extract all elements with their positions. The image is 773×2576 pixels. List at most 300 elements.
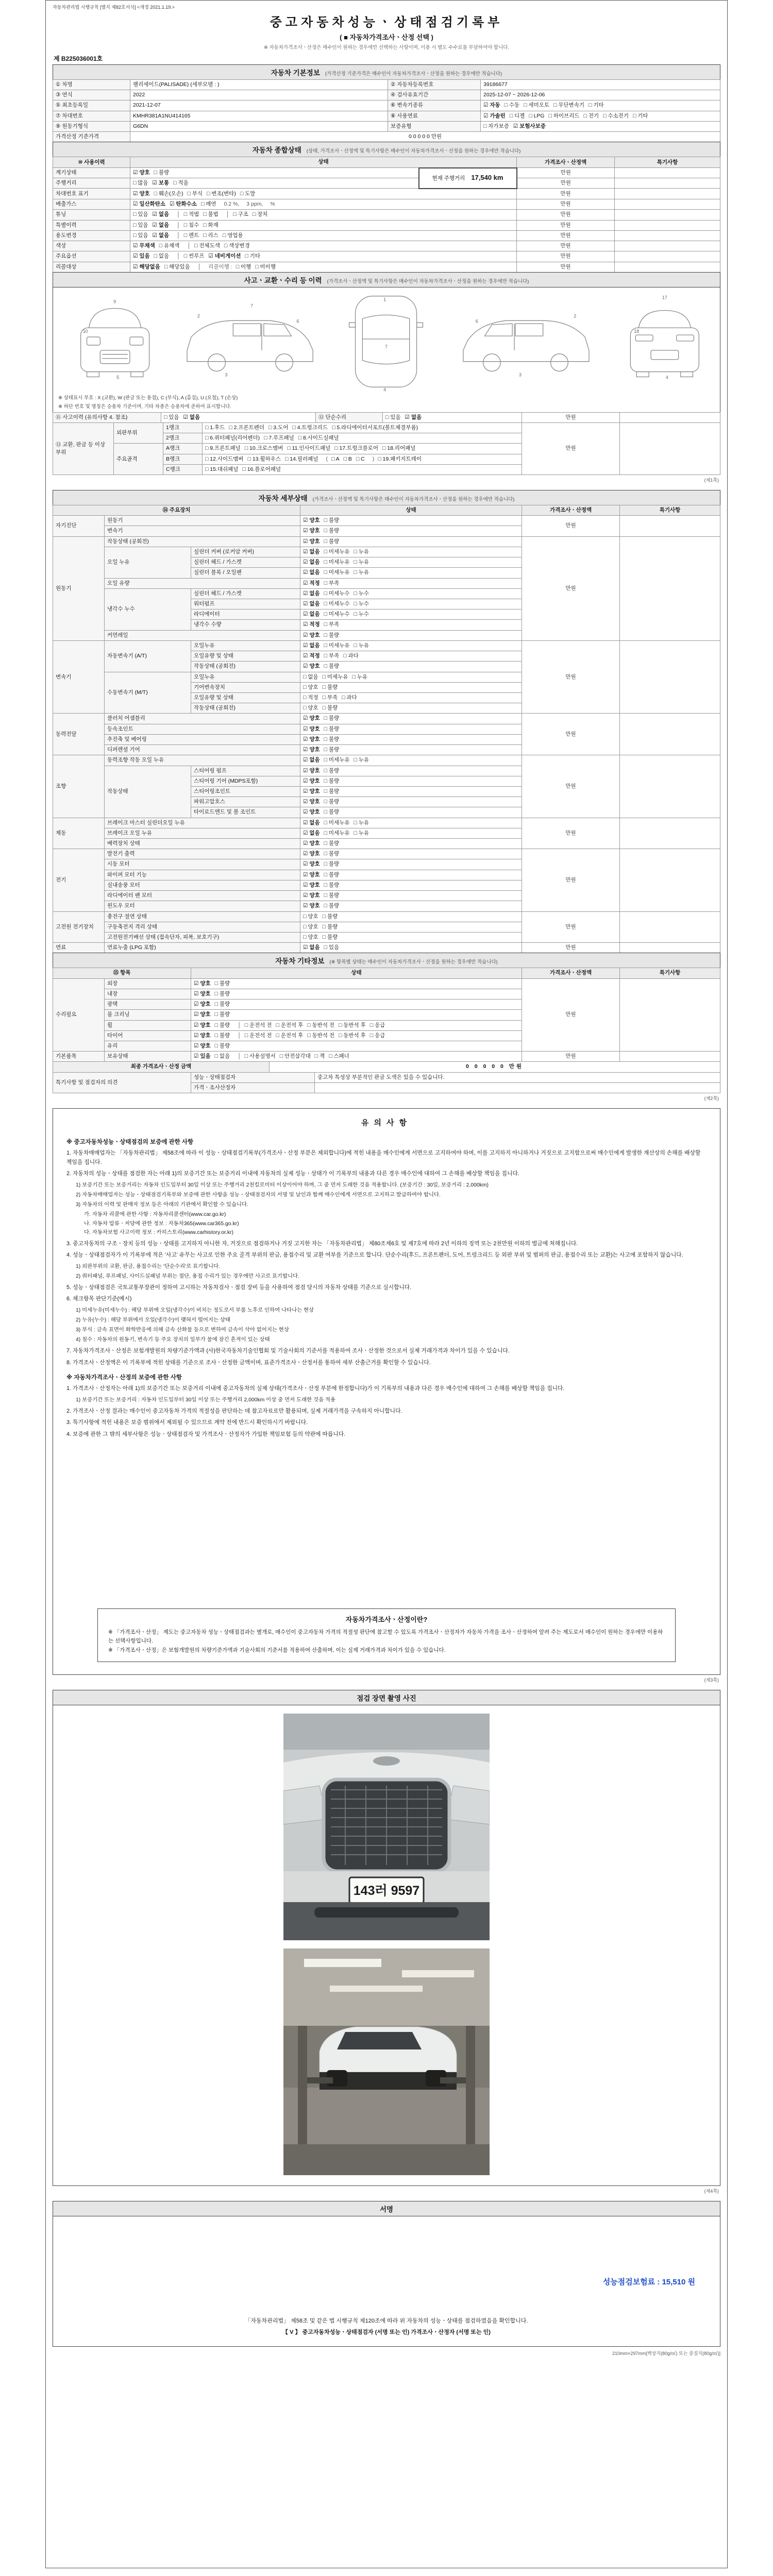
cell	[105, 933, 300, 943]
unchecked-option: □ 불량	[154, 170, 170, 176]
cell	[300, 557, 522, 568]
checked-option: ☑ 없음	[152, 211, 170, 218]
cell-text: 내장	[107, 990, 118, 997]
unchecked-option: □ 변조(변타)	[207, 190, 236, 197]
cell	[105, 714, 300, 724]
unchecked-option: □ 적법	[183, 211, 199, 218]
cell-text: 등속조인트	[107, 725, 133, 732]
svg-text:3: 3	[225, 372, 228, 378]
cell	[522, 640, 620, 714]
block-photos	[53, 1690, 720, 2186]
cell-text: 만원	[565, 731, 576, 737]
checked-option: ☑ 양호	[303, 840, 320, 847]
cell	[105, 839, 300, 849]
notice-line: 2. 자동차의 성능ㆍ상태를 점검한 자는 아래 1)의 보증기간 또는 보증거리 이내에 자동차의 실제 성능ㆍ상태가 이 기록부의 내용과 다른 경우 매수인에 대하여 그 손해를 배상할 책임을 집니다.	[66, 1171, 519, 1177]
cell	[130, 210, 517, 220]
unchecked-option: □ 2.프론트펜더	[229, 424, 265, 431]
cell-text: 성능ㆍ상태점검자	[194, 1074, 236, 1080]
section-note: (※ 항목별 상태는 매수인이 자동차가격조사ㆍ산정을 원하는 경우에만 적습니다)	[329, 959, 498, 965]
cell-text: 발전기 출력	[107, 851, 135, 857]
price-survey-explainer-lines	[108, 1628, 665, 1656]
unchecked-option: □ 누유	[354, 829, 369, 836]
unchecked-option: □ 양호	[303, 684, 318, 690]
unchecked-option: □ 기타	[589, 102, 604, 109]
cell	[53, 111, 130, 121]
cell	[522, 978, 620, 1052]
checked-option: ☑ 양호	[303, 892, 320, 899]
cell	[300, 578, 522, 588]
cell	[388, 121, 481, 131]
cell	[620, 536, 720, 640]
cell	[315, 1082, 720, 1093]
checked-option: ☑ 없음	[303, 569, 320, 576]
cell-text: 변속기	[107, 528, 123, 534]
section-title: 자동차 기타정보	[275, 957, 325, 965]
cell-text: 변속기	[56, 673, 72, 680]
cell-text: 만원	[560, 180, 571, 187]
diagram-legend-1: ※ 상태표시 부호 : X (교환), W (판금 또는 용접), C (부식), A (흠집), U (요철), T (손상)	[58, 395, 238, 401]
cell-text: 오일 누유	[107, 559, 130, 566]
certification-statement: 「자동차관리법」 제58조 및 같은 법 시행규칙 제120조에 따라 위 자동차의 성능ㆍ상태를 점검하였음을 확인합니다.	[245, 2318, 528, 2325]
cell	[105, 818, 300, 828]
unchecked-option: □ 불량	[324, 767, 340, 774]
cell-text: 실린더 헤드 / 가스켓	[194, 590, 242, 597]
cell	[105, 978, 191, 989]
svg-text:7: 7	[385, 344, 388, 349]
cell	[522, 505, 620, 516]
cell-text: 추진축 및 베어링	[107, 736, 147, 742]
cell	[300, 620, 522, 630]
cell-text: 특별이력	[56, 222, 77, 228]
cell-text: 튜닝	[56, 211, 66, 218]
cell-value: 17,540 km	[471, 174, 503, 182]
cell-text: 원동기	[56, 585, 72, 591]
cell	[53, 536, 105, 640]
checked-option: ☑ 양호	[194, 1032, 211, 1039]
block-notices	[53, 1108, 720, 1675]
cell-text: 주요옵션	[56, 253, 77, 260]
cell	[300, 724, 522, 734]
checked-option: ☑ 네비게이션	[208, 253, 241, 260]
cell	[615, 189, 720, 199]
unchecked-option: □ 불량	[214, 1032, 230, 1039]
cell-text: 외판부위	[116, 430, 138, 436]
cell	[53, 241, 130, 251]
checked-option: ☑ 일산화탄소	[133, 201, 166, 208]
unchecked-option: □ 10.크로스멤버	[244, 445, 283, 452]
cell	[105, 891, 300, 901]
table-row	[53, 189, 720, 199]
cell-text: 2021-12-07	[133, 102, 161, 109]
cell	[300, 568, 522, 578]
svg-text:10: 10	[82, 328, 88, 334]
cell	[53, 755, 105, 818]
cell	[105, 1041, 191, 1051]
cell	[620, 818, 720, 849]
unchecked-option: □ 누유	[354, 548, 369, 555]
cell	[191, 568, 300, 578]
cell	[615, 168, 720, 178]
cell	[130, 178, 419, 189]
block-basic-info	[53, 64, 720, 475]
checked-option: ☑ 탄화수소	[170, 201, 197, 208]
unchecked-option: □ 불량	[324, 851, 340, 857]
unchecked-option: □ 화재	[203, 222, 219, 228]
table-row	[53, 262, 720, 272]
cell	[517, 220, 615, 230]
cell	[300, 807, 522, 818]
checked-option: ☑ 없음	[303, 611, 320, 618]
unchecked-option: □ 불량	[324, 538, 340, 545]
cell	[191, 1010, 522, 1020]
cell	[481, 90, 720, 100]
cell-text: 특기사항	[657, 159, 678, 165]
unchecked-option: □ 해당있음	[164, 263, 190, 270]
unchecked-option: □ 미세누유	[324, 757, 350, 764]
cell	[130, 111, 388, 121]
overall-condition-table	[53, 157, 720, 272]
separator-text: │	[187, 243, 191, 249]
notices-body	[53, 1108, 720, 1675]
unchecked-option: □ 불량	[324, 777, 340, 784]
unchecked-option: □ 있음	[324, 944, 340, 951]
cell-text: 와이퍼 모터 기능	[107, 871, 147, 878]
cell	[300, 588, 522, 599]
cell-text: 휠	[107, 1022, 113, 1028]
cell	[105, 536, 300, 547]
checked-option: ☑ 적정	[303, 621, 320, 628]
checked-option: ☑ 없음	[303, 559, 320, 566]
cell	[522, 943, 620, 953]
unchecked-option: □ 전체도색	[194, 243, 220, 249]
cell-text: 라디에이터 팬 모터	[107, 892, 152, 899]
page-marker: (제1쪽)	[704, 478, 719, 483]
signature-area	[53, 2216, 720, 2347]
cell-text: 브레이크 마스터 실린더오일 누유	[107, 819, 185, 826]
cell	[191, 786, 300, 796]
cell-text: 수동변속기 (M/T)	[107, 689, 148, 696]
cell	[191, 547, 300, 557]
cell	[300, 703, 522, 714]
cell-text: 자동변속기 (A/T)	[107, 653, 147, 659]
cell	[130, 199, 517, 210]
unchecked-option: □ 부식	[187, 190, 203, 197]
document-number: 제 B225036001호	[54, 55, 103, 62]
cell	[163, 433, 203, 444]
inspection-insurance-fee: 성능점검보험료 : 15,510 원	[602, 2278, 695, 2287]
unchecked-option: □ 19.패키지트레이	[378, 455, 422, 462]
unchecked-option: □ 색상변경	[224, 243, 250, 249]
cell	[300, 911, 522, 922]
price-survey-explainer-box	[97, 1608, 676, 1663]
cell-text: 만원	[565, 1011, 576, 1018]
section-accident-history	[53, 272, 720, 287]
unchecked-option: □ 양호	[303, 934, 318, 940]
cell	[53, 943, 105, 953]
cell	[481, 80, 720, 90]
cell	[105, 588, 191, 630]
cell	[522, 412, 620, 422]
cell-text: 고전원 전기장치	[56, 923, 94, 930]
cell	[105, 911, 300, 922]
paper-spec: 210mm×297mm[백상지(80g/㎡) 또는 중질지(80g/㎡)]	[612, 2351, 720, 2357]
unchecked-option: □ 미세누수	[324, 601, 350, 607]
checked-option: ☑ 양호	[303, 528, 320, 534]
cell-text: 만원	[560, 190, 571, 197]
cell	[130, 241, 517, 251]
checked-option: ☑ 없음	[303, 829, 320, 836]
checked-option: ☑ 양호	[303, 538, 320, 545]
cell	[300, 755, 522, 766]
cell-text: 만원	[560, 253, 571, 260]
section-title: 서명	[379, 2206, 394, 2214]
unchecked-option: □ 16.플로어패널	[242, 466, 281, 472]
inspector-opinion-table	[53, 1072, 720, 1093]
cell-text: 실내송풍 모터	[107, 882, 140, 888]
table-row	[53, 220, 720, 230]
separator-text: │	[177, 222, 180, 228]
cell	[130, 157, 517, 168]
checked-option: ☑ 보통	[152, 180, 170, 187]
cell-text: 오일유량 및 상태	[194, 653, 233, 659]
unchecked-option: □ 적정	[303, 694, 318, 701]
cell-text: 주행거리	[56, 180, 77, 187]
unchecked-option: □ 부족	[324, 580, 340, 586]
svg-text:7: 7	[250, 303, 254, 309]
checked-option: ☑ 양호	[303, 851, 320, 857]
svg-text:18: 18	[634, 328, 640, 334]
cell	[300, 516, 522, 526]
unchecked-option: □ 누수	[354, 590, 369, 597]
cell	[53, 90, 130, 100]
checked-option: ☑ 양호	[194, 980, 211, 987]
cell-text: 만원	[560, 170, 571, 176]
cell	[105, 943, 300, 953]
table-row	[53, 230, 720, 241]
checked-option: ☑ 양호	[303, 788, 320, 794]
table-row	[53, 1062, 720, 1072]
unchecked-option: □ 12.사이드멤버	[205, 455, 244, 462]
notice-line: ※ 자동차가격조사ㆍ산정의 보증에 관한 사항	[66, 1375, 182, 1381]
notice-line: 8. 가격조사ㆍ산정액은 이 기록부에 적힌 상태를 기준으로 조사ㆍ산정한 금액이며, 표준가격조사ㆍ산정서를 통하여 세부 산출근거를 확인할 수 있습니다.	[66, 1359, 431, 1366]
cell-text: 0 0 0 0 0 만원	[465, 1063, 524, 1070]
unchecked-option: □ 불량	[322, 913, 338, 920]
notice-line: 2) 쿼터패널, 루프패널, 사이드실패널 부위는 절단, 용접 수리가 있는 경우에만 사고로 표기합니다.	[76, 1273, 299, 1279]
notice-line: ※ 중고자동차성능ㆍ상태점검의 보증에 관한 사항	[66, 1139, 194, 1146]
cell	[615, 178, 720, 189]
diagram-legend-2: ※ 하단 번호 및 명칭은 승용차 기준이며, 기타 차종은 승용차에 준하여 표시합니다.	[58, 403, 231, 410]
checked-option: ☑ 적정	[303, 580, 320, 586]
checked-option: ☑ 없음	[303, 601, 320, 607]
unchecked-option: □ 불량	[214, 1001, 230, 1008]
cell	[615, 210, 720, 220]
cell-text: 디퍼렌셜 기어	[107, 747, 140, 753]
cell-text: 만원	[565, 783, 576, 789]
unchecked-option: □ 불량	[324, 528, 340, 534]
cell	[191, 766, 300, 776]
unchecked-option: □ 누유	[354, 642, 369, 649]
cell	[105, 999, 191, 1010]
unchecked-option: □ 누유	[354, 559, 369, 566]
cell-text: 룸 크리닝	[107, 1011, 130, 1018]
unchecked-option: □ 불법	[203, 211, 219, 218]
cell	[191, 1082, 315, 1093]
unchecked-option: □ 부족	[322, 694, 338, 701]
cell	[300, 609, 522, 620]
svg-text:6: 6	[475, 318, 478, 324]
unchecked-option: □ 많음	[133, 180, 148, 187]
unchecked-option: □ 양호	[303, 705, 318, 711]
cell	[481, 121, 720, 131]
section-title: 점검 장면 촬영 사진	[357, 1694, 416, 1703]
cell-text: 색상	[56, 243, 66, 249]
svg-text:6: 6	[296, 318, 299, 324]
cell	[130, 121, 388, 131]
unchecked-option: □ 부족	[324, 621, 340, 628]
svg-text:9: 9	[113, 299, 116, 304]
table-row	[53, 714, 720, 724]
cell-text: 조향	[56, 783, 66, 789]
cell-text: 작동상태 (공회전)	[194, 663, 236, 670]
section-basic-info	[53, 64, 720, 80]
cell	[191, 1030, 522, 1041]
unchecked-option: □ 누유	[354, 569, 369, 576]
cell	[53, 168, 130, 178]
unchecked-option: □ 불량	[214, 990, 230, 997]
cell	[130, 251, 517, 262]
unchecked-option: □ 누수	[354, 611, 369, 618]
cell-text: 보유상태	[107, 1053, 128, 1060]
notice-line: 1. 가격조사ㆍ산정자는 아래 1)의 보증기간 또는 보증거리 이내에 중고자동차의 실제 상태(가격조사ㆍ산정 부분에 한정합니다)가 이 기록부의 내용과 다른 경우 매수인에 대하여 그 손해를 배상할 책임을 집니다.	[66, 1385, 565, 1392]
unchecked-option: □ 있음	[133, 211, 148, 218]
cell-text: ③ 연식	[56, 92, 73, 98]
cell-text: 가격조사ㆍ산정액	[549, 970, 592, 976]
front-grille-photo-illustration	[283, 1714, 490, 1940]
separator-text: │	[238, 1053, 241, 1060]
checked-option: ☑ 양호	[303, 715, 320, 722]
separator-text: │	[238, 1032, 241, 1039]
cell	[300, 630, 522, 640]
photo-area	[53, 1705, 720, 2186]
license-plate-text: 143러 9597	[353, 1884, 420, 1899]
table-row	[53, 943, 720, 953]
unchecked-option: □ 불량	[324, 799, 340, 805]
cell	[130, 132, 720, 142]
unchecked-option: □ 동반석 전	[307, 1032, 334, 1039]
cell	[300, 839, 522, 849]
section-note: (가격산정 기준가격은 매수인이 자동차가격조사ㆍ산정을 원하는 경우에만 적습니다)	[325, 71, 502, 77]
cell	[522, 818, 620, 849]
notice-line: 1. 자동차매매업자는 「자동차관리법」 제58조에 따라 이 성능ㆍ상태점검기록부(가격조사ㆍ산정 부분은 제외합니다)에 적힌 내용을 매수인에게 서면으로 고지하여야 하며, 이를 고지하지 아니하거나 거짓으로 고지함으로써 매수인에게 발생한 재산상의 손해를 배상할 책임을 집니다.	[66, 1150, 701, 1165]
unchecked-option: □ 4.트렁크리드	[292, 424, 328, 431]
svg-text:4: 4	[665, 375, 668, 380]
cell-text: 계기상태	[56, 170, 77, 176]
cell-text: 39186677	[483, 81, 508, 88]
cell-text: 유리	[107, 1042, 118, 1049]
table-row	[53, 132, 720, 142]
cell	[388, 100, 481, 111]
unchecked-option: □ 불량	[324, 903, 340, 909]
cell-text: ④ 검사유효기간	[391, 92, 429, 98]
cell	[191, 599, 300, 609]
cell-text: 리콜대상	[56, 263, 77, 270]
cell-text: 오일유량 및 상태	[194, 694, 233, 701]
cell	[383, 412, 522, 422]
section-detail-condition	[53, 490, 720, 505]
cell-text: 만원	[565, 522, 576, 529]
cell-text: 상태	[406, 507, 416, 514]
unchecked-option: □ 불량	[324, 715, 340, 722]
table-row	[53, 199, 720, 210]
cell	[105, 516, 300, 526]
separator-text: │	[226, 211, 230, 218]
unchecked-option: □ 응급	[369, 1022, 385, 1028]
cell	[130, 189, 517, 199]
cell	[517, 251, 615, 262]
cell-text: 작동상태	[107, 788, 128, 794]
notice-line: 나. 자동차 압류ㆍ저당에 관한 정보 : 자동차365(www.car365.go.kr)	[84, 1221, 239, 1227]
svg-text:1: 1	[383, 297, 386, 302]
unchecked-option: □ 없음	[303, 673, 318, 680]
cell	[105, 989, 191, 999]
unchecked-option: □ 매연	[200, 201, 216, 208]
cell	[53, 100, 130, 111]
cell	[300, 505, 522, 516]
cell	[53, 262, 130, 272]
cell-text: 스티어링 펌프	[194, 767, 227, 774]
notice-line: 가. 자동차 리콜에 관한 사항 : 자동차리콜센터(www.car.go.kr)	[84, 1211, 226, 1217]
unchecked-option: □ 9.프론트패널	[205, 445, 241, 452]
cell-text: 외장	[107, 980, 118, 987]
table-row	[53, 251, 720, 262]
notice-line: 3) 부식 : 금속 표면이 화학반응에 의해 금속 산화물 등으로 변하여 금속이 삭아 없어지는 현상	[76, 1327, 289, 1333]
cell	[105, 1010, 191, 1020]
unchecked-option: □ 수동	[504, 102, 520, 109]
unchecked-option: □ 하이브리드	[548, 112, 580, 119]
checked-option: ☑ 없음	[303, 819, 320, 826]
unchecked-option: □ 불량	[324, 788, 340, 794]
cell-text: ⑧ 사용연료	[391, 112, 418, 119]
cell	[620, 755, 720, 818]
cell	[522, 516, 620, 536]
cell	[53, 210, 130, 220]
cell	[522, 968, 620, 978]
underbody-photo-illustration	[283, 1948, 490, 2175]
cell-text: 특기사항	[659, 970, 681, 976]
cell	[114, 422, 163, 443]
cell-text: 차대번호 표기	[56, 190, 89, 197]
cell-text: 만원	[565, 944, 576, 951]
cell-text: 타이어	[107, 1032, 123, 1039]
cell	[300, 797, 522, 807]
unchecked-option: □ 없음	[154, 253, 170, 260]
checked-option: ☑ 양호	[303, 632, 320, 638]
cell-text: 2022	[133, 92, 145, 98]
cell-text: 만원	[560, 222, 571, 228]
checked-option: ☑ 양호	[303, 799, 320, 805]
cell	[105, 745, 300, 755]
unchecked-option: □ 미세누수	[324, 590, 350, 597]
cell	[105, 734, 300, 744]
cell	[191, 978, 522, 989]
cell-text: C랭크	[166, 466, 180, 472]
cell-text: ⑤ 최초등록일	[56, 102, 89, 109]
table-row	[53, 911, 720, 922]
cell	[53, 911, 105, 943]
cell-text: 구동축전지 격리 상태	[107, 923, 158, 930]
unchecked-option: □ 기타	[632, 112, 648, 119]
cell	[161, 412, 316, 422]
